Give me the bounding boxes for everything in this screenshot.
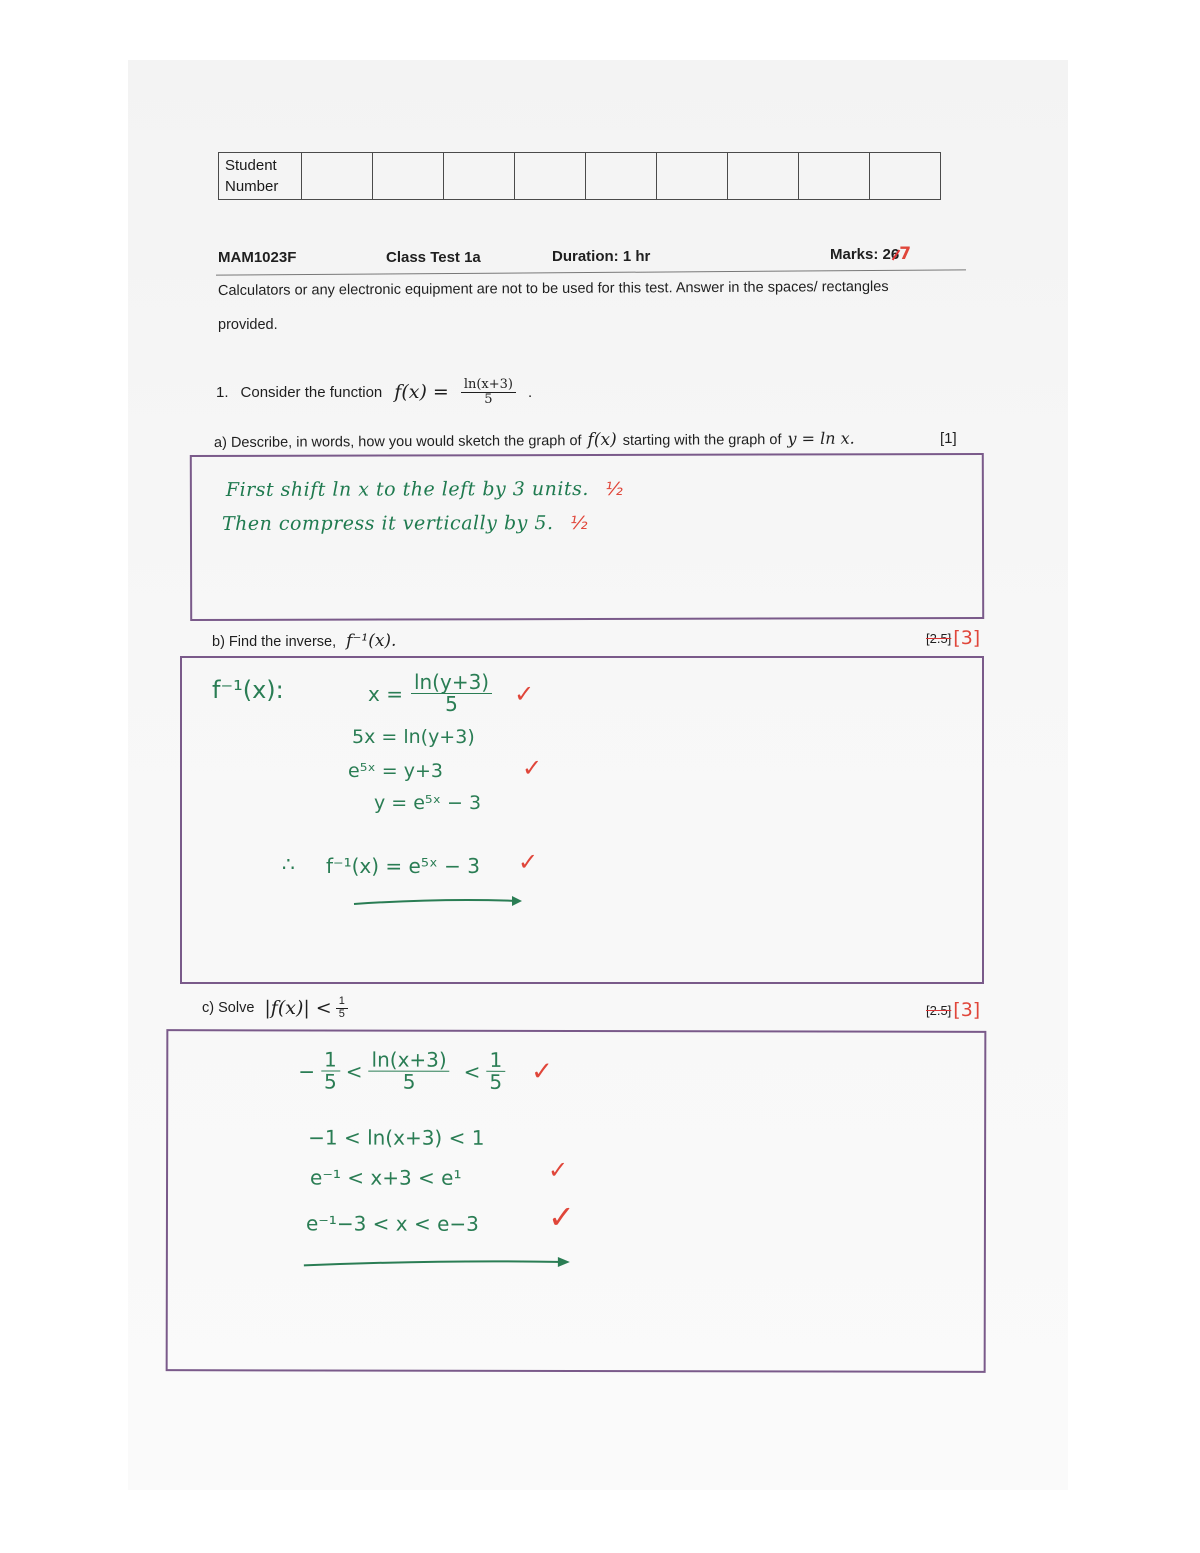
qc-tick-1: ✓ <box>531 1056 554 1087</box>
qb-tick-1: ✓ <box>514 679 535 708</box>
qc-step1-lfrac <box>321 1049 340 1092</box>
q1-func-num: ln(x+3) <box>461 378 516 393</box>
student-number-cell[interactable] <box>373 153 444 200</box>
student-number-cell[interactable] <box>586 153 657 200</box>
qb-step2: 5x = ln(y+3) <box>352 726 475 748</box>
qb-tick-3: ✓ <box>518 848 539 876</box>
q1-func-lhs: f(x) = <box>394 381 449 404</box>
q1-func-den: 5 <box>484 391 493 407</box>
qc-step1-lden: 5 <box>323 1069 337 1094</box>
qc-step1-mden: 5 <box>402 1069 416 1094</box>
qc-tick-3: ✓ <box>547 1197 575 1236</box>
qa-answer-line2 <box>222 512 588 535</box>
qc-step1-lt2: < <box>463 1059 481 1084</box>
qc-prompt-num: 1 <box>336 996 348 1009</box>
duration: Duration: 1 hr <box>552 248 651 265</box>
student-number-grid <box>218 152 941 200</box>
qb-tick-2: ✓ <box>522 754 543 782</box>
qb-step1-lhs: x = <box>368 681 403 706</box>
student-label-line2: Number <box>225 178 279 195</box>
qb-step4: y = e⁵ˣ − 3 <box>374 792 482 814</box>
q1-func-fraction <box>461 378 516 406</box>
qc-answer-box[interactable] <box>166 1029 987 1373</box>
qb-marks-new: [3] <box>953 627 981 649</box>
qa-answer-line1 <box>226 478 624 501</box>
qc-step1-mnum: ln(x+3) <box>369 1050 450 1072</box>
marks-strike-wrap <box>891 246 899 263</box>
qb-step1-frac <box>411 672 492 715</box>
qa-line2-text: Then compress it vertically by 5. <box>221 512 554 535</box>
qc-step1-rnum: 1 <box>486 1050 505 1072</box>
qc-tick-2: ✓ <box>548 1155 569 1184</box>
qb-marks-old: [2.5] <box>926 630 952 646</box>
instructions: Calculators or any electronic equipment are not to be used for this test. Answer in the spaces/ rectangles <box>217 278 889 299</box>
test-name: Class Test 1a <box>386 249 481 266</box>
qa-line1-mark: ½ <box>605 478 624 500</box>
qb-prompt <box>212 631 396 651</box>
qa-prompt-y: y = ln x. <box>787 428 855 448</box>
qc-marks-old: [2.5] <box>926 1002 952 1018</box>
qc-step1-mfrac <box>368 1047 449 1094</box>
qa-line2-mark: ½ <box>570 512 589 535</box>
qa-answer-box[interactable] <box>190 453 984 621</box>
student-number-cell[interactable] <box>657 153 728 200</box>
qc-step1-lt: < <box>345 1059 363 1084</box>
qc-step2: −1 < ln(x+3) < 1 <box>308 1125 485 1150</box>
student-number-label <box>219 153 302 200</box>
student-number-cell[interactable] <box>444 153 515 200</box>
qc-step4: e⁻¹−3 < x < e−3 <box>305 1211 479 1236</box>
qb-lead: f⁻¹(x): <box>212 676 284 704</box>
q1-func-end: . <box>528 383 533 401</box>
qb-therefore: ∴ <box>282 852 295 876</box>
qa-line1-text: First shift ln x to the left by 3 units. <box>225 477 589 501</box>
qc-step1-lnum: 1 <box>321 1049 340 1071</box>
student-number-cell[interactable] <box>302 153 373 200</box>
qb-answer-box[interactable] <box>180 656 984 984</box>
student-label-line1: Student <box>225 157 277 174</box>
course-code: MAM1023F <box>218 249 297 266</box>
qc-marks <box>926 999 980 1021</box>
qc-prompt-den: 5 <box>338 1007 345 1020</box>
qc-prompt-frac <box>336 996 348 1020</box>
q1-stem <box>216 378 532 406</box>
qc-step1-rfrac <box>486 1047 505 1094</box>
qb-underline-arrow <box>352 892 532 912</box>
student-number-cell[interactable] <box>870 153 941 200</box>
q1-number: 1. <box>216 383 229 401</box>
qb-marks <box>926 627 980 649</box>
marks-correction: 7 <box>899 244 912 264</box>
qb-prompt-f: f⁻¹(x). <box>346 631 397 651</box>
qa-prompt-mid: starting with the graph of <box>622 432 782 449</box>
qb-step3: e⁵ˣ = y+3 <box>348 760 443 782</box>
marks-label: Marks: 2 <box>830 246 891 263</box>
qc-prompt-text: c) Solve <box>202 1000 255 1017</box>
qa-prompt <box>214 429 855 452</box>
student-number-cell[interactable] <box>799 153 870 200</box>
qc-marks-new: [3] <box>953 999 981 1021</box>
qc-prompt-abs: |f(x)| < <box>264 997 332 1020</box>
qb-step1 <box>368 672 534 715</box>
student-number-cell[interactable] <box>728 153 799 200</box>
student-number-cell[interactable] <box>515 153 586 200</box>
qc-underline-arrow <box>302 1251 582 1274</box>
qc-step1-rden: 5 <box>489 1069 503 1094</box>
qb-step1-num: ln(y+3) <box>411 672 492 694</box>
qa-marks: [1] <box>940 430 957 447</box>
qb-prompt-text: b) Find the inverse, <box>212 634 337 650</box>
qc-step1 <box>298 1049 553 1093</box>
qc-prompt <box>202 996 348 1020</box>
qb-step1-den: 5 <box>445 692 458 716</box>
qa-prompt-fx: f(x) <box>587 429 617 451</box>
q1-stem-text: Consider the function <box>240 383 383 401</box>
qa-prompt-text: a) Describe, in words, how you would sketch the graph of <box>213 433 582 451</box>
qc-step3: e⁻¹ < x+3 < e¹ <box>310 1165 462 1190</box>
marks-strike: 6 <box>890 246 900 263</box>
qb-step5: f⁻¹(x) = e⁵ˣ − 3 <box>326 854 480 878</box>
qc-step1-minus: − <box>298 1058 316 1083</box>
instructions-cont: provided. <box>218 317 278 333</box>
marks-total <box>830 244 911 264</box>
